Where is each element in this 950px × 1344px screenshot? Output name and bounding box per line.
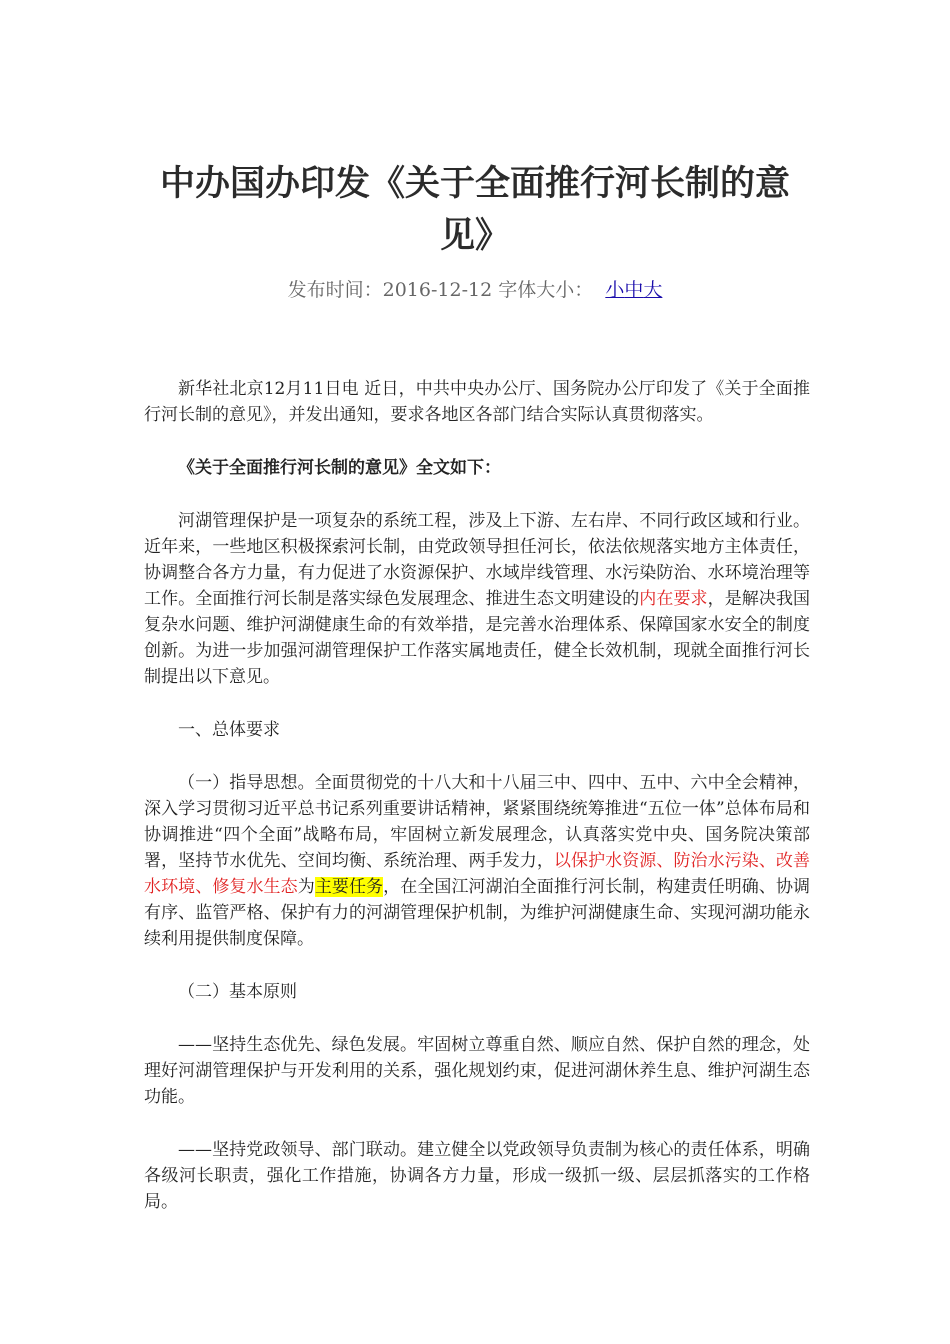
font-size-label: 字体大小： (498, 279, 594, 301)
highlighted-text: 主要任务 (314, 877, 384, 897)
paragraph-guiding-thought (144, 770, 810, 952)
page-title: 中办国办印发《关于全面推行河长制的意见》 (159, 164, 790, 256)
paragraph-principle-leadership: ——坚持党政领导、部门联动。建立健全以党政领导负责制为核心的责任体系，明确各级河长职责，强化工作措施，协调各方力量，形成一级抓一级、层层抓落实的工作格局。 (144, 1140, 810, 1212)
text-segment: 为 (297, 877, 315, 897)
paragraph-fulltext-heading: 《关于全面推行河长制的意见》全文如下： (178, 458, 501, 478)
publish-meta (140, 276, 810, 304)
font-large-link[interactable]: 大 (643, 279, 663, 301)
text-segment: ，在全国江河湖泊全面推行河长制，构建责任明确、协调有序、监管严格、保护有力的河湖管理保护机制，为维护河湖健康生命、实现河湖功能永续利用提供制度保障。 (144, 877, 811, 949)
publish-date: 2016-12-12 (382, 279, 493, 301)
font-medium-link[interactable]: 中 (624, 279, 644, 301)
emphasis-red-text: 以保护水资源、防治水污染、改善水环境、修复水生态 (144, 851, 811, 897)
text-segment: （一）指导思想。全面贯彻党的十八大和十八届三中、四中、五中、六中全会精神，深入学习贯彻习近平总书记系列重要讲话精神，紧紧围绕统筹推进“五位一体”总体布局和协调推进“四个全面”战略布局，牢固树立新发展理念，认真落实党中央、国务院决策部署，坚持节水优先、空间均衡、系统治理、两手发力， (144, 773, 810, 871)
section-heading-principles: （二）基本原则 (178, 982, 297, 1002)
section-heading-overall: 一、总体要求 (178, 720, 280, 740)
font-small-link[interactable]: 小 (605, 279, 625, 301)
paragraph-background (144, 508, 810, 690)
paragraph-principle-eco: ——坚持生态优先、绿色发展。牢固树立尊重自然、顺应自然、保护自然的理念，处理好河湖管理保护与开发利用的关系，强化规划约束，促进河湖休养生息、维护河湖生态功能。 (144, 1035, 810, 1107)
article-body (144, 376, 810, 1215)
publish-label: 发布时间： (287, 279, 383, 301)
emphasis-red-text: 内在要求 (639, 589, 708, 609)
text-segment: 河湖管理保护是一项复杂的系统工程，涉及上下游、左右岸、不同行政区域和行业。近年来，一些地区积极探索河长制，由党政领导担任河长，依法依规落实地方主体责任，协调整合各方力量，有力促进了水资源保护、水域岸线管理、水污染防治、水环境治理等工作。全面推行河长制是落实绿色发展理念、推进生态文明建设的 (144, 511, 810, 609)
text-segment: ，是解决我国复杂水问题、维护河湖健康生命的有效举措，是完善水治理体系、保障国家水安全的制度创新。为进一步加强河湖管理保护工作落实属地责任，健全长效机制，现就全面推行河长制提出以下意见。 (144, 589, 811, 687)
paragraph-intro: 新华社北京12月11日电 近日，中共中央办公厅、国务院办公厅印发了《关于全面推行河长制的意见》，并发出通知，要求各地区各部门结合实际认真贯彻落实。 (144, 379, 810, 425)
